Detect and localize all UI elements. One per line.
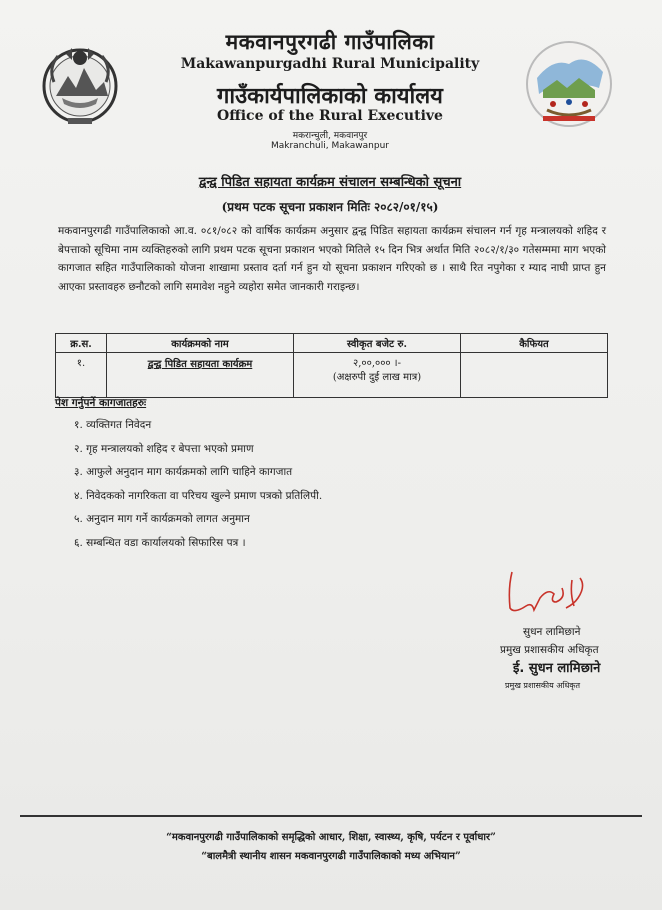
list-item: ६. सम्बन्धित वडा कार्यालयको सिफारिस पत्र । xyxy=(74,536,246,549)
footer-slogan-1: “मकवानपुरगढी गाउँपालिकाको समृद्धिको आधार, शिक्षा, स्वास्थ्य, कृषि, पर्यटन र पूर्वाधार” xyxy=(166,832,496,843)
office-name-np: गाउँकार्यपालिकाको कार्यालय xyxy=(217,83,443,109)
notice-title: द्वन्द्व पिडित सहायता कार्यक्रम संचालन सम्बन्धिको सूचना xyxy=(198,175,462,190)
signatory-name: सुधन लामिछाने xyxy=(523,626,581,638)
program-table xyxy=(55,333,608,398)
municipality-logo-icon xyxy=(523,38,615,130)
list-item: १. व्यक्तिगत निवेदन xyxy=(74,419,152,431)
footer-slogan-2: “बालमैत्री स्थानीय शासन मकवानपुरगढी गाउँपालिकाको मध्य अभियान” xyxy=(201,851,461,862)
documents-list xyxy=(74,418,322,559)
row-sn: १. xyxy=(56,353,107,398)
list-item: २. गृह मन्त्रालयको शहिद र बेपत्ता भएको प्रमाण xyxy=(74,442,254,455)
row-budget: २,००,००० ।- xyxy=(353,358,401,369)
row-program-name: द्वन्द्व पिडित सहायता कार्यक्रम xyxy=(147,359,253,370)
row-budget-cell xyxy=(294,353,461,398)
header-sn: क्र.स. xyxy=(56,334,107,353)
nepal-emblem-icon xyxy=(38,38,122,130)
address-np: मकरान्चुली, मकवानपुर xyxy=(292,131,368,141)
list-item: ४. निवेदकको नागरिकता वा परिचय खुल्ने प्रमाण पत्रको प्रतिलिपी. xyxy=(74,489,323,502)
table-row xyxy=(56,353,608,398)
header-program-name: कार्यक्रमको नाम xyxy=(107,334,294,353)
row-remarks xyxy=(461,353,608,398)
row-program-name-cell xyxy=(107,353,294,398)
list-item: ३. आफुले अनुदान माग कार्यक्रमको लागि चाहिने कागजात xyxy=(74,466,293,478)
header-budget: स्वीकृत बजेट रु. xyxy=(294,334,461,353)
notice-body: मकवानपुरगढी गाउँपालिकाको आ.व. ०८१/०८२ को वार्षिक कार्यक्रम अनुसार द्वन्द्व पिडित सहायता कार्यक्रम संचालन गर्न गृह मन्त्रालयको शहिद र बेपत्ताको सूचिमा नाम व्यक्तिहरुको लागि प्रथम पटक सूचना प्रकाशन भएको मितिले १५ दिन भित्र अर्थात मिति २०८२/१/३० गतेसम्ममा माग भएको कागजात सहित गाउँपालिकाको योजना शाखामा प्रस्ताव दर्ता गर्न हुन यो सूचना प्रकाशन गरिएको छ । साथै रित नपुगेका र म्याद नाघी प्राप्त हुन आएका प्रस्तावहरु छनौटको लागि समावेश नहुने व्यहोरा समेत जानकारी गराइन्छ। xyxy=(58,225,606,293)
signature-icon xyxy=(500,568,612,620)
stamp-name: ई. सुधन लामिछाने xyxy=(513,661,601,676)
list-item: ५. अनुदान माग गर्ने कार्यक्रमको लागत अनुमान xyxy=(74,513,250,525)
notice-subtitle: (प्रथम पटक सूचना प्रकाशन मितिः २०८२/०१/१५) xyxy=(221,200,439,214)
header-remarks: कैफियत xyxy=(461,334,608,353)
table-header-row xyxy=(56,334,608,353)
municipality-name-np: मकवानपुरगढी गाउँपालिका xyxy=(225,29,435,54)
stamp-designation: प्रमुख प्रशासकीय अधिकृत xyxy=(505,681,581,690)
row-budget-words: (अक्षरुपी दुई लाख मात्र) xyxy=(332,372,422,383)
municipality-name-en: Makawanpurgadhi Rural Municipality xyxy=(180,56,480,72)
footer-divider xyxy=(20,815,642,817)
signatory-designation: प्रमुख प्रशासकीय अधिकृत xyxy=(500,644,599,656)
address-en: Makranchuli, Makawanpur xyxy=(270,141,390,151)
office-name-en: Office of the Rural Executive xyxy=(217,108,443,124)
documents-title: पेश गर्नुपर्ने कागजातहरुः xyxy=(55,397,147,409)
